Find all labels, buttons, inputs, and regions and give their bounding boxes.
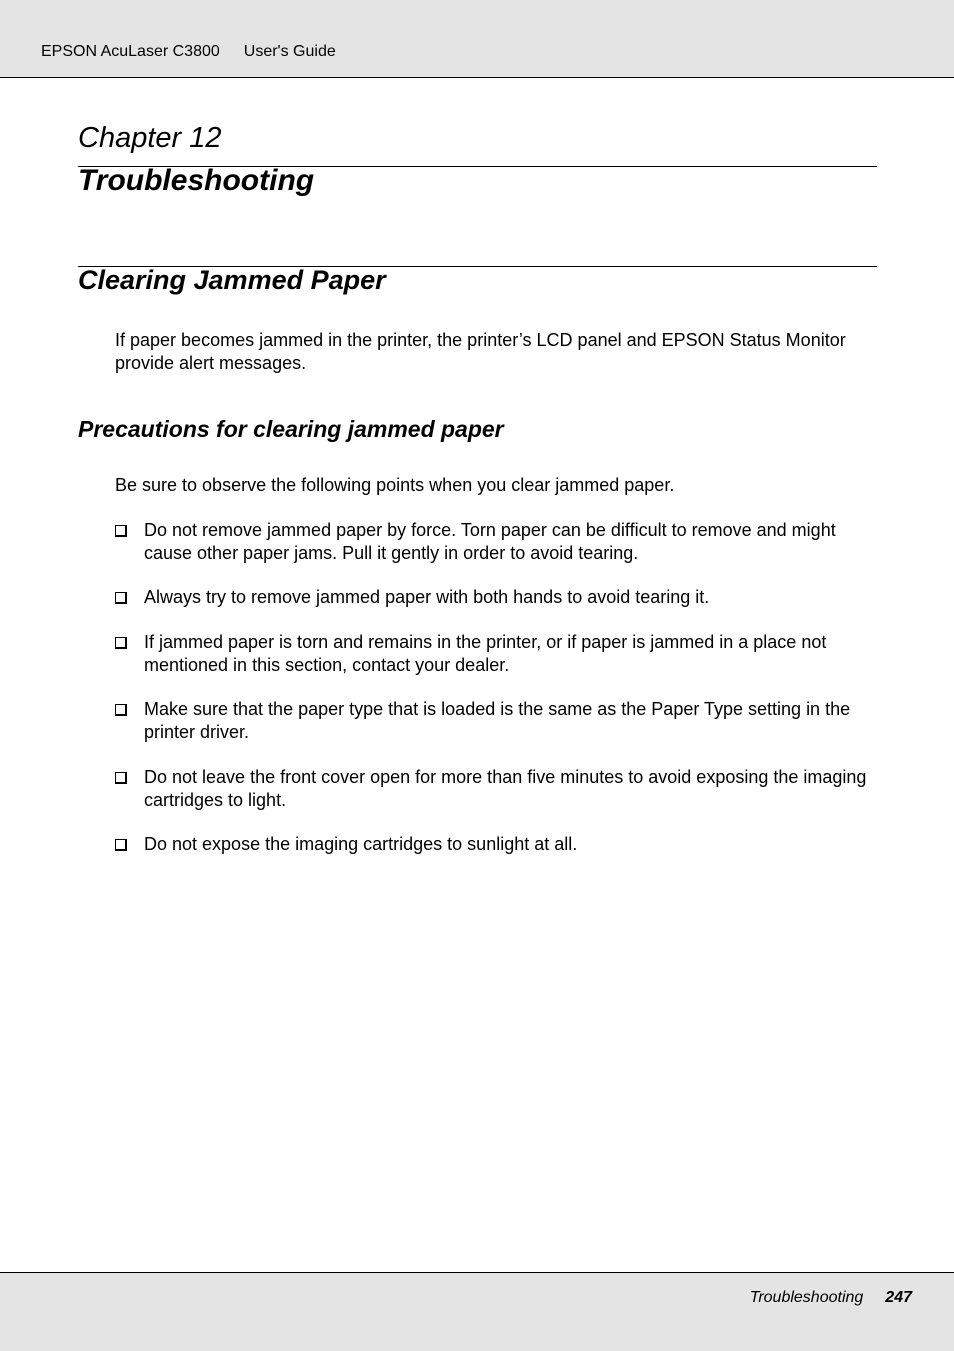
- list-item-text: Always try to remove jammed paper with both hands to avoid tearing it.: [144, 587, 710, 607]
- list-item-text: Do not expose the imaging cartridges to sunlight at all.: [144, 834, 578, 854]
- page-number: 247: [885, 1289, 912, 1306]
- list-item-text: If jammed paper is torn and remains in the printer, or if paper is jammed in a place not mentioned in this section, contact your dealer.: [144, 632, 827, 675]
- checkbox-bullet-icon: [115, 704, 127, 716]
- chapter-title: Troubleshooting: [78, 164, 315, 197]
- header-product: EPSON AcuLaser C3800: [41, 43, 220, 60]
- checkbox-bullet-icon: [115, 772, 127, 784]
- list-item-text: Make sure that the paper type that is loaded is the same as the Paper Type setting in the printer driver.: [144, 699, 851, 742]
- section-intro: If paper becomes jammed in the printer, the printer’s LCD panel and EPSON Status Monitor provide alert messages.: [115, 330, 846, 373]
- header-text: [41, 43, 336, 61]
- checkbox-bullet-icon: [115, 637, 127, 649]
- list-item-text: Do not remove jammed paper by force. Torn paper can be difficult to remove and might cause other paper jams. Pull it gently in order to avoid tearing.: [144, 520, 836, 563]
- chapter-label: Chapter 12: [78, 122, 222, 154]
- footer-text: [750, 1289, 912, 1307]
- footer-section-name: Troubleshooting: [749, 1289, 864, 1306]
- subsection-title: Precautions for clearing jammed paper: [78, 416, 504, 442]
- header-guide: User's Guide: [243, 43, 336, 60]
- section-title: Clearing Jammed Paper: [78, 265, 386, 295]
- subsection-intro: Be sure to observe the following points when you clear jammed paper.: [115, 475, 675, 495]
- checkbox-bullet-icon: [115, 839, 127, 851]
- page-footer: [0, 1272, 954, 1351]
- list-item-text: Do not leave the front cover open for more than five minutes to avoid exposing the imaging cartridges to light.: [144, 767, 867, 810]
- checkbox-bullet-icon: [115, 592, 127, 604]
- page-header: [0, 0, 954, 78]
- checkbox-bullet-icon: [115, 525, 127, 537]
